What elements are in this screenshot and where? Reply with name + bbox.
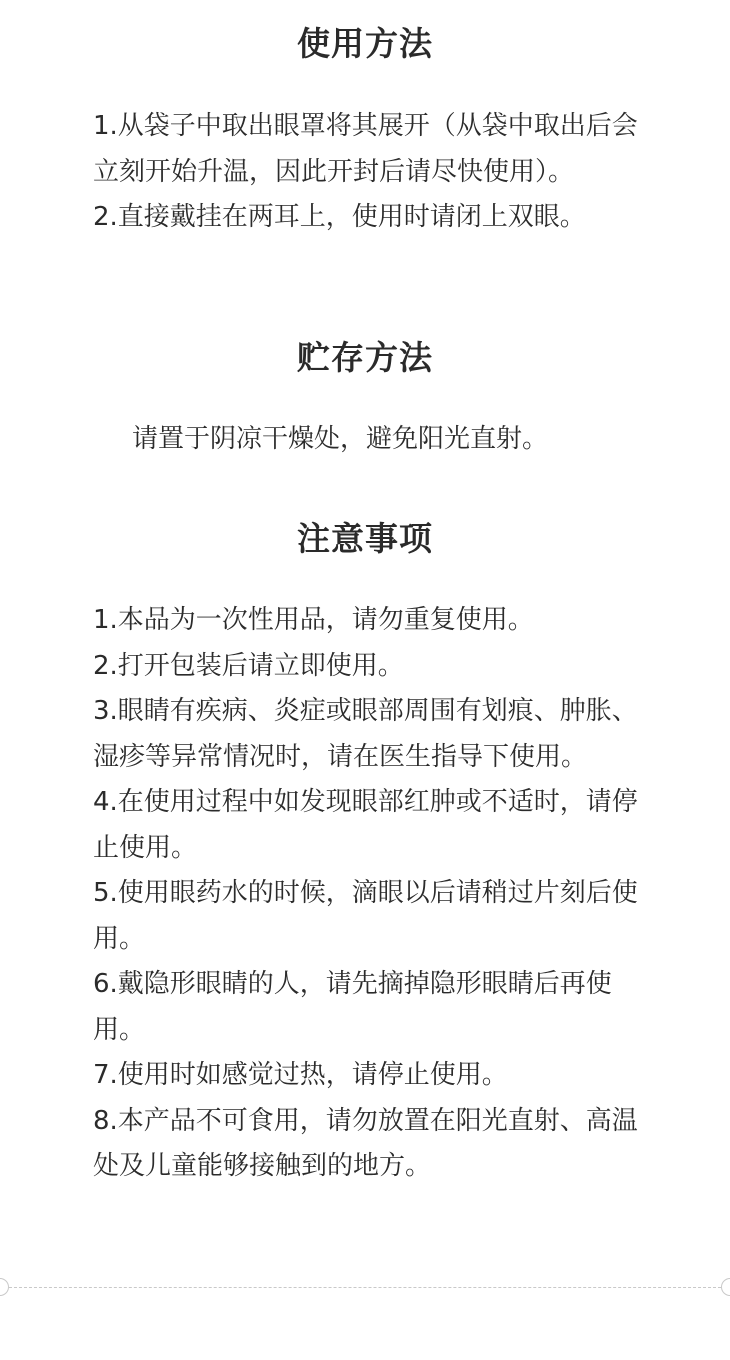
usage-item-1: 1.从袋子中取出眼罩将其展开（从袋中取出后会立刻开始升温，因此开封后请尽快使用）。 bbox=[93, 111, 638, 187]
storage-section-title: 贮存方法 bbox=[297, 338, 433, 377]
dashed-divider bbox=[9, 1287, 721, 1288]
notes-item-4: 4.在使用过程中如发现眼部红肿或不适时，请停止使用。 bbox=[93, 787, 638, 863]
notes-section-title: 注意事项 bbox=[297, 519, 433, 558]
usage-instructions bbox=[93, 104, 653, 241]
notes-item-8: 8.本产品不可食用，请勿放置在阳光直射、高温处及儿童能够接触到的地方。 bbox=[93, 1105, 638, 1181]
notes-item-3: 3.眼睛有疾病、炎症或眼部周围有划痕、肿胀、湿疹等异常情况时，请在医生指导下使用。 bbox=[93, 696, 638, 772]
notes-item-5: 5.使用眼药水的时候，滴眼以后请稍过片刻后使用。 bbox=[93, 878, 638, 954]
notes-item-7: 7.使用时如感觉过热，请停止使用。 bbox=[93, 1060, 508, 1090]
notes-item-2: 2.打开包装后请立即使用。 bbox=[93, 650, 404, 681]
notes-list bbox=[93, 598, 653, 1190]
divider-left-circle bbox=[0, 1278, 9, 1296]
storage-text: 请置于阴凉干燥处，避免阳光直射。 bbox=[132, 424, 549, 454]
notes-item-6: 6.戴隐形眼睛的人，请先摘掉隐形眼睛后再使用。 bbox=[93, 969, 612, 1045]
usage-item-2: 2.直接戴挂在两耳上，使用时请闭上双眼。 bbox=[93, 202, 586, 232]
usage-section-title: 使用方法 bbox=[297, 24, 433, 63]
notes-item-1: 1.本品为一次性用品，请勿重复使用。 bbox=[93, 605, 534, 635]
divider-right-circle bbox=[721, 1278, 730, 1296]
